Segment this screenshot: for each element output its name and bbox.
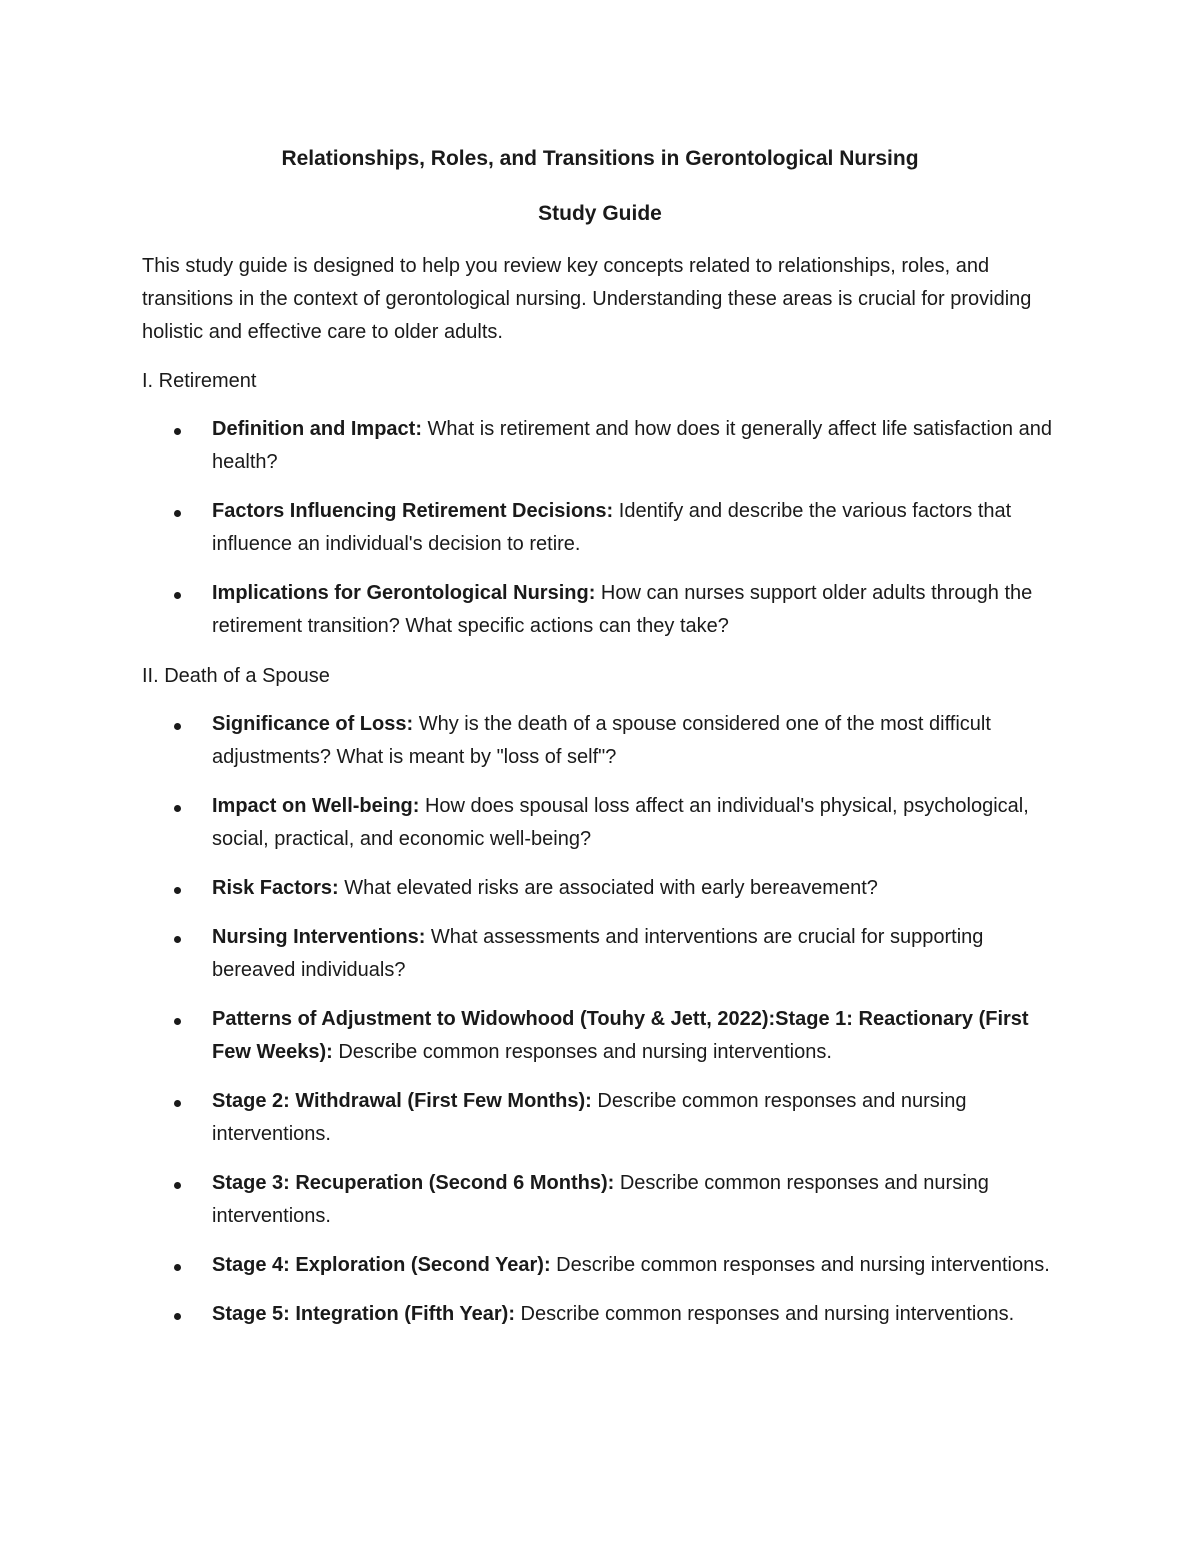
bullet-icon xyxy=(174,1264,181,1271)
death-of-spouse-bullet-list xyxy=(0,708,1200,1347)
bullet-text: Describe common responses and nursing interventions. xyxy=(212,1090,967,1145)
bullet-text: Why is the death of a spouse considered one of the most difficult adjustments? What is meant by "loss of self"? xyxy=(212,713,991,768)
bullet-icon xyxy=(174,936,181,943)
retirement-bullet-list xyxy=(0,413,1200,659)
bullet-term: Risk Factors: xyxy=(212,877,339,899)
list-item xyxy=(0,708,1062,774)
list-item xyxy=(0,1167,1062,1233)
bullet-text: Describe common responses and nursing interventions. xyxy=(332,1041,832,1063)
bullet-text: How does spousal loss affect an individual's physical, psychological, social, practical, and economic well-being? xyxy=(212,795,1029,850)
bullet-term: Implications for Gerontological Nursing: xyxy=(212,582,596,604)
bullet-icon xyxy=(174,723,181,730)
list-item xyxy=(0,577,1062,643)
bullet-icon xyxy=(174,1100,181,1107)
list-item xyxy=(0,921,1062,987)
list-item xyxy=(0,1249,1062,1282)
bullet-text: What assessments and interventions are crucial for supporting bereaved individuals? xyxy=(212,926,984,981)
bullet-text: Describe common responses and nursing interventions. xyxy=(515,1303,1015,1325)
list-item xyxy=(0,790,1062,856)
bullet-term: Factors Influencing Retirement Decisions: xyxy=(212,500,614,522)
bullet-term: Stage 2: Withdrawal (First Few Months): xyxy=(212,1090,592,1112)
bullet-icon xyxy=(174,1313,181,1320)
bullet-text: Identify and describe the various factors that influence an individual's decision to retire. xyxy=(212,500,1012,555)
list-item xyxy=(0,495,1062,561)
bullet-term: Patterns of Adjustment to Widowhood (Touhy & Jett, 2022):Stage 1: Reactionary (First Few Weeks): xyxy=(212,1008,1029,1063)
list-item xyxy=(0,1085,1062,1151)
document-title: Relationships, Roles, and Transitions in Gerontological Nursing xyxy=(281,147,919,170)
bullet-term: Impact on Well-being: xyxy=(212,795,420,817)
list-item xyxy=(0,872,1062,905)
bullet-term: Nursing Interventions: xyxy=(212,926,426,948)
bullet-text: What is retirement and how does it generally affect life satisfaction and health? xyxy=(212,418,1052,473)
bullet-icon xyxy=(174,592,181,599)
document-subtitle: Study Guide xyxy=(538,202,662,225)
bullet-text: How can nurses support older adults through the retirement transition? What specific actions can they take? xyxy=(212,582,1033,637)
bullet-term: Stage 3: Recuperation (Second 6 Months): xyxy=(212,1172,615,1194)
bullet-icon xyxy=(174,1182,181,1189)
bullet-text: What elevated risks are associated with early bereavement? xyxy=(338,877,878,899)
bullet-text: Describe common responses and nursing interventions. xyxy=(550,1254,1050,1276)
bullet-icon xyxy=(174,428,181,435)
section-heading-retirement: I. Retirement xyxy=(142,370,257,392)
bullet-icon xyxy=(174,805,181,812)
bullet-term: Stage 4: Exploration (Second Year): xyxy=(212,1254,551,1276)
bullet-icon xyxy=(174,887,181,894)
bullet-term: Definition and Impact: xyxy=(212,418,422,440)
bullet-term: Stage 5: Integration (Fifth Year): xyxy=(212,1303,515,1325)
section-heading-death-of-spouse: II. Death of a Spouse xyxy=(142,665,330,687)
list-item xyxy=(0,1003,1062,1069)
list-item xyxy=(0,1298,1062,1331)
bullet-icon xyxy=(174,1018,181,1025)
bullet-term: Significance of Loss: xyxy=(212,713,414,735)
bullet-icon xyxy=(174,510,181,517)
bullet-text: Describe common responses and nursing interventions. xyxy=(212,1172,989,1227)
intro-paragraph: This study guide is designed to help you review key concepts related to relationships, roles, and transitions in the context of gerontological nursing. Understanding these areas is crucial for providing holistic and effective care to older adults. xyxy=(142,255,1032,343)
list-item xyxy=(0,413,1062,479)
